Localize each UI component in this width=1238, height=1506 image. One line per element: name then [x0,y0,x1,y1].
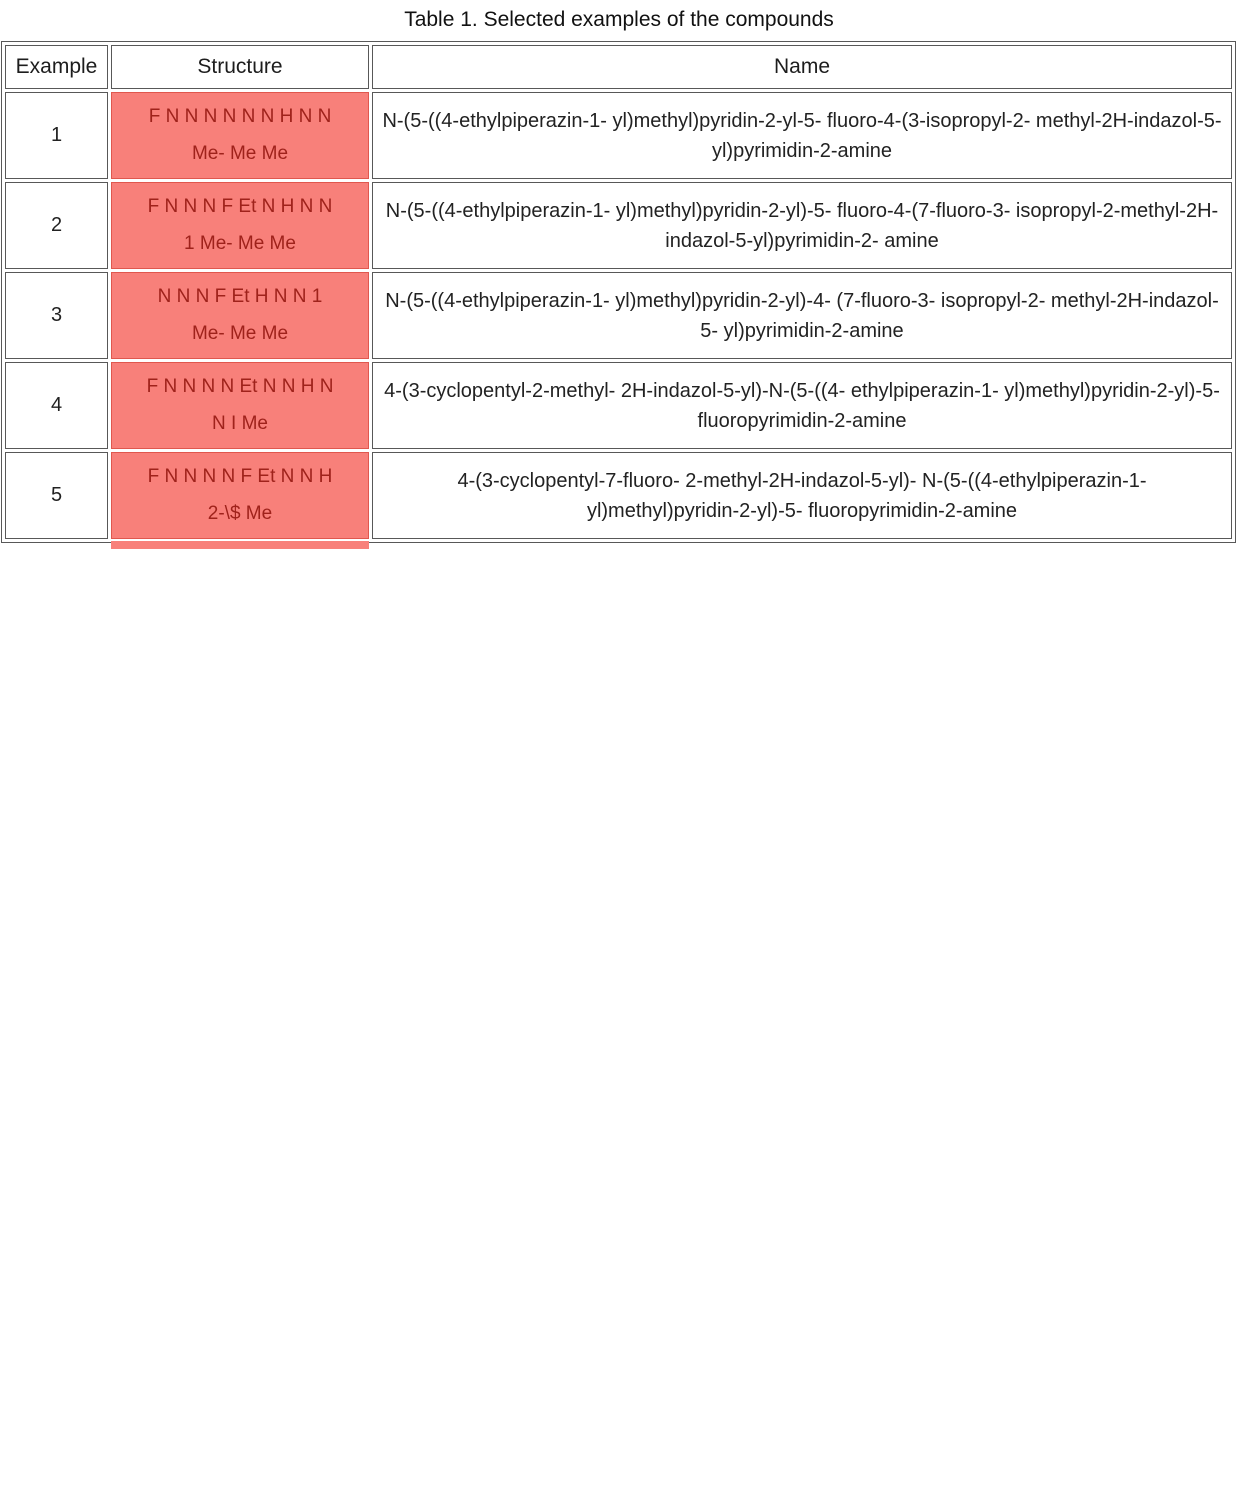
compounds-table [1,41,1236,543]
name-cell: 4-(3-cyclopentyl-2-methyl- 2H-indazol-5-yl)-N-(5-((4- ethylpiperazin-1- yl)methyl)pyridin-2-yl)-5- fluoropyrimidin-2-amine [372,362,1232,449]
structure-cell [111,92,369,179]
table-row [5,272,1232,359]
structure-text-line2: Me- Me Me [191,142,289,164]
name-cell: 4-(3-cyclopentyl-7-fluoro- 2-methyl-2H-indazol-5-yl)- N-(5-((4-ethylpiperazin-1- yl)methyl)pyridin-2-yl)-5- fluoropyrimidin-2-amine [372,452,1232,539]
structure-cell [111,182,369,269]
structure-text-line1: F N N N F Et N H N N [147,196,333,218]
structure-text-line2: N I Me [212,412,268,434]
name-cell: N-(5-((4-ethylpiperazin-1- yl)methyl)pyridin-2-yl-5- fluoro-4-(3-isopropyl-2- methyl-2H-indazol-5- yl)pyrimidin-2-amine [372,92,1232,179]
example-cell: 1 [5,92,108,179]
structure-highlight-overhang [111,541,369,549]
example-cell: 3 [5,272,108,359]
structure-cell [111,272,369,359]
table-row [5,92,1232,179]
table-row [5,182,1232,269]
structure-text-line2: Me- Me Me [191,322,289,344]
example-cell: 5 [5,452,108,539]
structure-text-line1: F N N N N Et N N H N [146,376,334,398]
structure-text-line1: F N N N N F Et N N H [147,466,333,488]
header-example: Example [5,45,108,89]
example-cell: 4 [5,362,108,449]
structure-text-line2: 1 Me- Me Me [184,232,296,254]
header-row [5,45,1232,89]
structure-text-line2: 2-\$ Me [207,502,273,524]
header-structure: Structure [111,45,369,89]
name-cell: N-(5-((4-ethylpiperazin-1- yl)methyl)pyridin-2-yl)-4- (7-fluoro-3- isopropyl-2- methyl-2H-indazol-5- yl)pyrimidin-2-amine [372,272,1232,359]
example-cell: 2 [5,182,108,269]
table-row [5,362,1232,449]
structure-cell [111,452,369,539]
structure-text-line1: N N N F Et H N N 1 [157,286,323,308]
table-row [5,452,1232,539]
name-cell: N-(5-((4-ethylpiperazin-1- yl)methyl)pyridin-2-yl)-5- fluoro-4-(7-fluoro-3- isopropyl-2-methyl-2H- indazol-5-yl)pyrimidin-2- amine [372,182,1232,269]
header-name: Name [372,45,1232,89]
structure-text-line1: F N N N N N N H N N [148,106,332,128]
structure-cell [111,362,369,449]
table-title: Table 1. Selected examples of the compounds [404,8,834,31]
